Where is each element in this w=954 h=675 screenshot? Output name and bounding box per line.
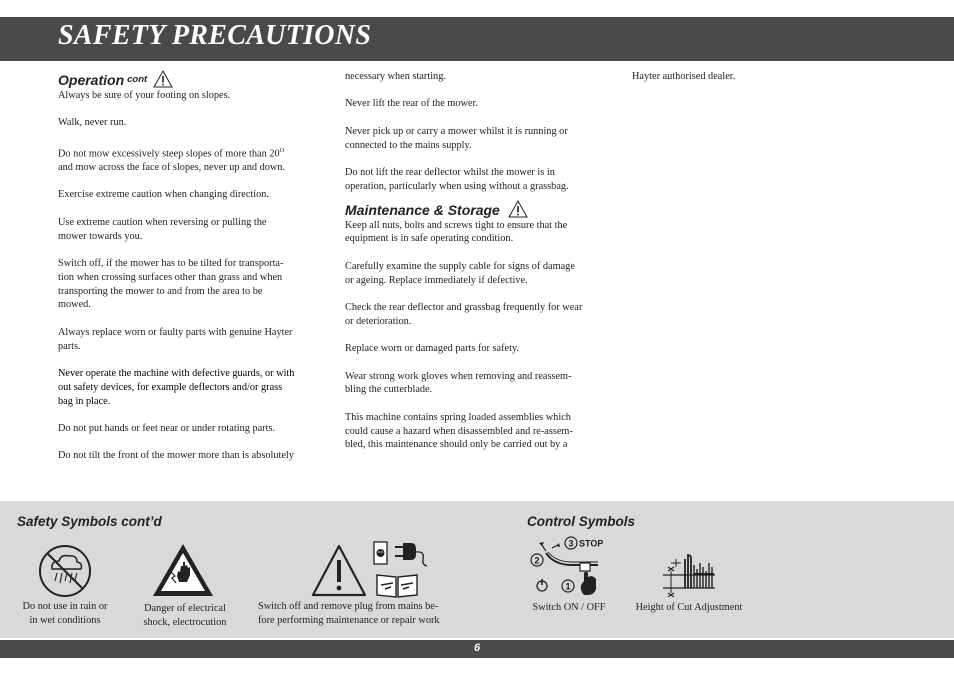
maintenance-heading-text: Maintenance & Storage — [345, 201, 500, 218]
operation-para-6: Switch off, if the mower has to be tilted for transporta- tion when crossing surfaces other than grass and when transporting the mower to and from the area to be mowed. — [58, 257, 284, 311]
warning-icon — [508, 200, 528, 218]
manual-book-icon — [375, 571, 419, 599]
no-rain-icon — [37, 543, 93, 599]
symbols-panel — [0, 501, 954, 638]
maintenance-heading — [345, 200, 610, 218]
maintenance-para-5: Wear strong work gloves when removing and reassem- bling the cutterblade. — [345, 370, 572, 396]
warning-icon — [153, 70, 173, 88]
unplug-caption: Switch off and remove plug from mains be- fore performing maintenance or repair work — [258, 601, 440, 626]
height-caption: Height of Cut Adjustment — [635, 602, 743, 613]
page-footer — [0, 640, 954, 658]
column-operation — [58, 70, 326, 477]
operation-heading-suffix: cont — [127, 74, 148, 86]
maintenance-para-1: Keep all nuts, bolts and screws tight to ensure that the equipment is in safe operating condition. — [345, 219, 568, 245]
switch-on-off-icon — [528, 535, 610, 599]
col2-para-2: Never lift the rear of the mower. — [345, 98, 478, 110]
maintenance-para-2: Carefully examine the supply cable for signs of damage or ageing. Replace immediately if defective. — [345, 260, 575, 286]
operation-heading — [58, 70, 326, 88]
operation-para-5: Use extreme caution when reversing or pulling the mower towards you. — [58, 216, 267, 242]
column-continued — [632, 70, 832, 97]
warning-triangle-icon — [311, 543, 367, 598]
control-symbols-title: Control Symbols — [527, 514, 636, 529]
maintenance-para-6: This machine contains spring loaded assemblies which could cause a hazard when disassembled and re-assem- bled, this maintenance should only be carried out by a — [345, 411, 573, 451]
maintenance-para-3: Check the rear deflector and grassbag frequently for wear or deterioration. — [345, 301, 583, 327]
operation-para-7: Always replace worn or faulty parts with genuine Hayter parts. — [58, 326, 293, 352]
page-title: SAFETY PRECAUTIONS — [58, 20, 372, 51]
page-number: 6 — [473, 642, 481, 654]
safety-symbols-title: Safety Symbols cont’d — [17, 514, 162, 529]
switch-caption: Switch ON / OFF — [532, 602, 606, 613]
operation-para-9: Do not put hands or feet near or under rotating parts. — [58, 422, 276, 434]
electric-shock-icon — [151, 542, 215, 598]
col3-para-1: Hayter authorised dealer. — [632, 71, 736, 82]
operation-para-3: Do not mow excessively steep slopes of more than $20^O$ and mow across the face of slopes, never up and down. — [58, 146, 286, 173]
operation-para-10: Do not tilt the front of the mower more than is absolutely — [58, 450, 294, 462]
column-maintenance — [345, 70, 610, 466]
operation-heading-text: Operation — [58, 72, 125, 89]
operation-para-4: Exercise extreme caution when changing direction. — [58, 189, 270, 201]
rain-caption: Do not use in rain or in wet conditions — [22, 601, 108, 626]
operation-para-1: Always be sure of your footing on slopes. — [58, 90, 231, 101]
page-header — [0, 17, 954, 61]
operation-para-2: Walk, never run. — [58, 117, 127, 129]
step-1-label: 1 — [565, 581, 571, 592]
height-of-cut-icon — [661, 551, 717, 597]
step-3-label: 3 — [568, 538, 574, 549]
shock-caption: Danger of electrical shock, electrocution — [143, 603, 227, 628]
stop-label: STOP — [579, 538, 604, 549]
col2-para-3: Never pick up or carry a mower whilst it is running or connected to the mains supply. — [345, 125, 568, 151]
maintenance-para-4: Replace worn or damaged parts for safety. — [345, 343, 520, 355]
col2-para-1: necessary when starting. — [345, 71, 446, 82]
col2-para-4: Do not lift the rear deflector whilst the mower is in operation, particularly when using without a grassbag. — [345, 166, 569, 192]
operation-para-8: Never operate the machine with defective guards, or with out safety devices, for example deflectors and/or grass bag in place. — [58, 367, 295, 407]
unplug-icon — [373, 541, 429, 569]
step-2-label: 2 — [534, 555, 540, 566]
